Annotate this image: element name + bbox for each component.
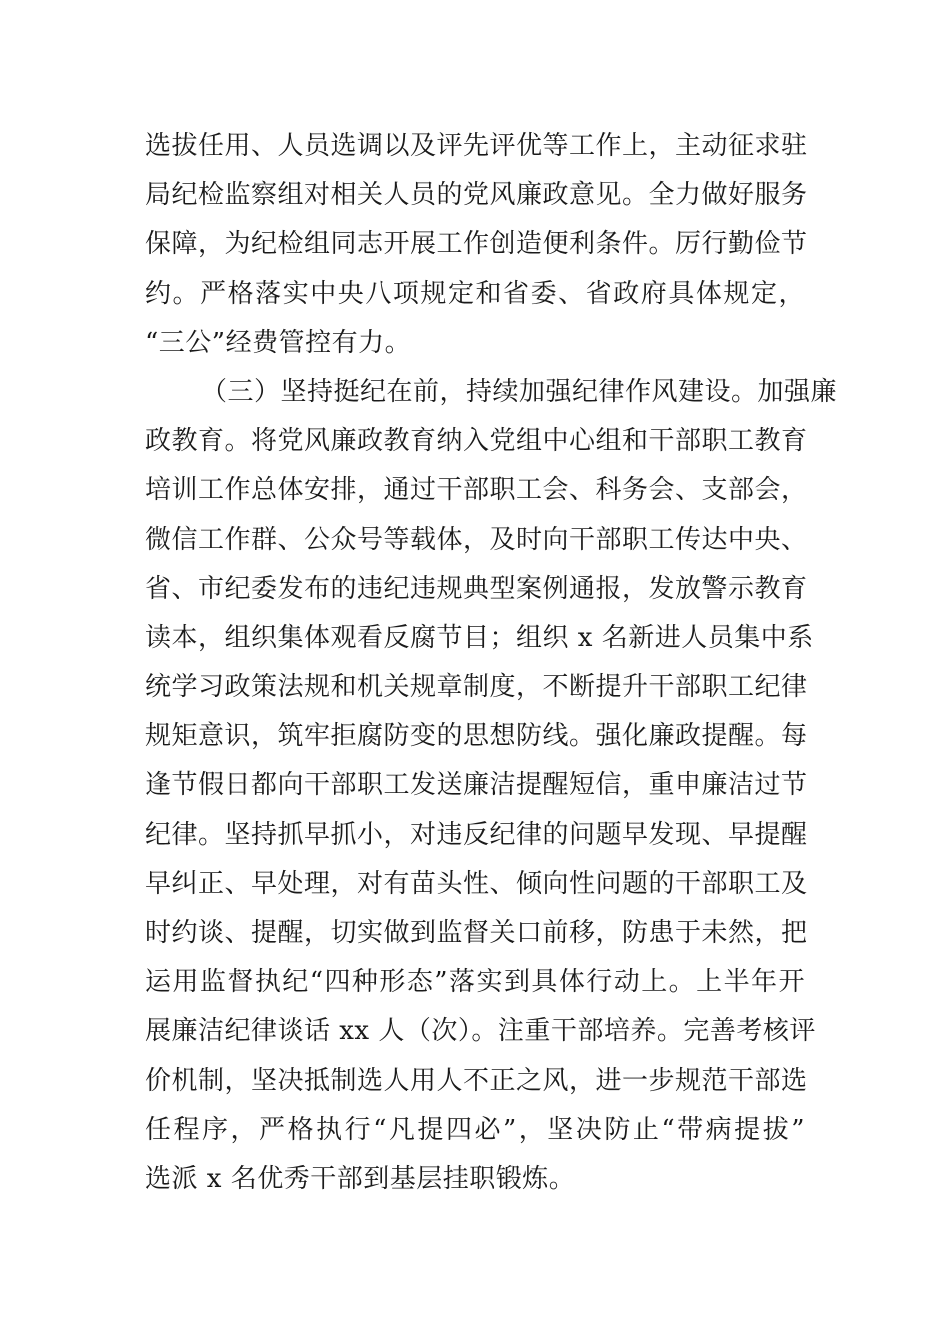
text-line: 任程序，严格执行“凡提四必”，坚决防止“带病提拔” [145,1114,805,1145]
text-line: 规矩意识，筑牢拒腐防变的思想防线。强化廉政提醒。每 [145,721,808,752]
text-line: 保障，为纪检组同志开展工作创造便利条件。厉行勤俭节 [145,229,808,260]
text-line: 运用监督执纪“四种形态”落实到具体行动上。上半年开 [145,967,805,998]
text-line: 价机制，坚决抵制选人用人不正之风，进一步规范干部选 [145,1065,808,1096]
text-line: 微信工作群、公众号等载体，及时向干部职工传达中央、 [145,524,808,555]
text-line: 逢节假日都向干部职工发送廉洁提醒短信，重申廉洁过节 [145,770,808,801]
text-line: 展廉洁纪律谈话 xx 人（次）。注重干部培养。完善考核评 [145,1016,816,1047]
text-line: 培训工作总体安排，通过干部职工会、科务会、支部会， [145,475,808,506]
text-line: “三公”经费管控有力。 [145,327,412,358]
text-line: 省、市纪委发布的违纪违规典型案例通报，发放警示教育 [145,573,808,604]
text-line: 读本，组织集体观看反腐节目；组织 x 名新进人员集中系 [145,622,814,653]
text-line: 选拔任用、人员选调以及评先评优等工作上，主动征求驻 [145,131,808,161]
section-heading-line: （三）坚持挺纪在前，持续加强纪律作风建设。加强廉 [201,376,838,407]
text-line: 统学习政策法规和机关规章制度，不断提升干部职工纪律 [145,672,808,703]
body-text [145,122,838,1204]
text-line: 约。严格落实中央八项规定和省委、省政府具体规定， [145,278,805,309]
text-line: 早纠正、早处理，对有苗头性、倾向性问题的干部职工及 [145,868,808,899]
text-line: 时约谈、提醒，切实做到监督关口前移，防患于未然，把 [145,918,808,948]
text-line: 选派 x 名优秀干部到基层挂职锻炼。 [145,1163,576,1194]
text-line: 政教育。将党风廉政教育纳入党组中心组和干部职工教育 [145,426,808,457]
text-line: 局纪检监察组对相关人员的党风廉政意见。全力做好服务 [145,180,808,211]
text-line: 纪律。坚持抓早抓小，对违反纪律的问题早发现、早提醒 [145,819,808,850]
